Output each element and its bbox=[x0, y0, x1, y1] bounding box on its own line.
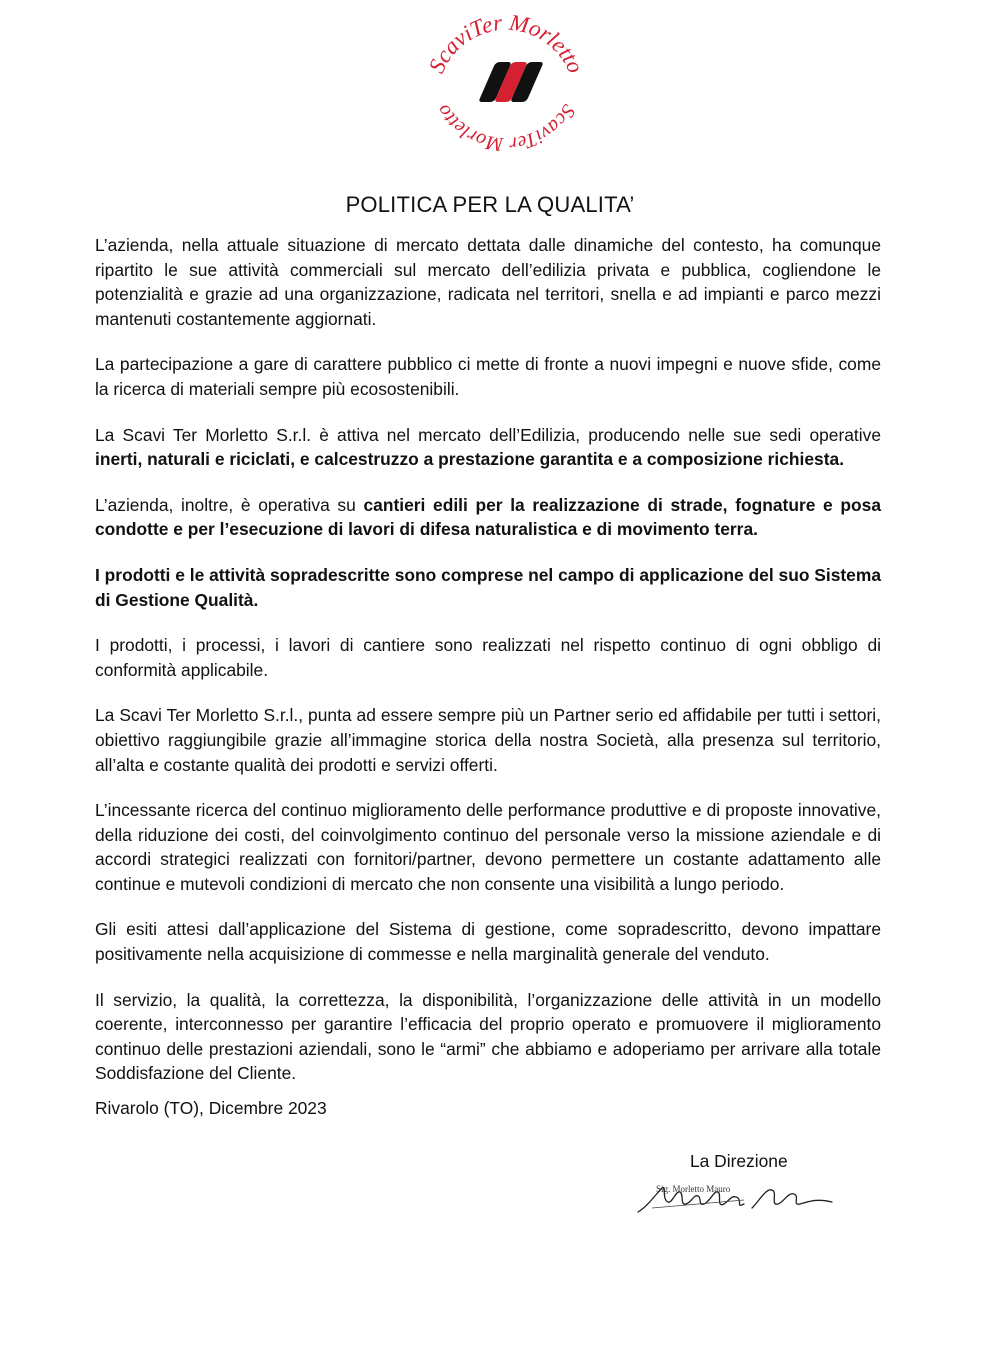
paragraph-4-text: L’azienda, inoltre, è operativa su bbox=[95, 494, 364, 515]
paragraph-10: Il servizio, la qualità, la correttezza, la disponibilità, l’organizzazione delle attività in un modello coerente, interconnesso per garantire l’efficacia del proprio operato e promuovere il miglioramento continuo delle prestazioni aziendali, sono le “armi” che abbiamo e adoperiamo per arrivare alla totale Soddisfazione del Cliente. bbox=[95, 989, 881, 1084]
document-title: POLITICA PER LA QUALITA’ bbox=[345, 192, 635, 217]
paragraph-4-bold: cantieri edili per la realizzazione di strade, fognature e posa condotte e per l’esecuzione di lavori di difesa naturalistica e di movimento terra. bbox=[95, 494, 881, 540]
paragraph-2: La partecipazione a gare di carattere pubblico ci mette di fronte a nuovi impegni e nuove sfide, come la ricerca di materiali sempre più ecosostenibili. bbox=[95, 354, 881, 399]
direction-label: La Direzione bbox=[690, 1151, 788, 1171]
paragraph-3 bbox=[95, 423, 881, 472]
paragraph-1: L’azienda, nella attuale situazione di mercato dettata dalle dinamiche del contesto, ha comunque ripartito le sue attività commerciali sul mercato dell’edilizia privata e pubblica, cogliendone le potenzialità e grazie ad una organizzazione, radicata nel territori, snella e ad impianti e parco mezzi mantenuti costantemente aggiornati. bbox=[95, 235, 881, 329]
paragraph-5: I prodotti e le attività sopradescritte sono comprese nel campo di applicazione del suo Sistema di Gestione Qualità. bbox=[95, 564, 881, 610]
signer-name: Sig. Morletto Mauro bbox=[656, 1184, 731, 1194]
paragraph-3-text: La Scavi Ter Morletto S.r.l. è attiva nel mercato dell’Edilizia, producendo nelle sue sedi operative bbox=[95, 424, 881, 445]
logo-text-bottom: ScaviTer Morletto bbox=[432, 100, 580, 156]
paragraph-3-bold: inerti, naturali e riciclati, e calcestruzzo a prestazione garantita e a composizione richiesta. bbox=[95, 449, 845, 470]
place-date: Rivarolo (TO), Dicembre 2023 bbox=[95, 1098, 327, 1119]
document-body bbox=[95, 233, 881, 1121]
paragraph-8: L’incessante ricerca del continuo miglioramento delle performance produttive e di proposte innovative, della riduzione dei costi, del coinvolgimento continuo del personale verso la missione aziendale e di accordi strategici realizzati con fornitori/partner, devono permettere un costante adattamento alle continue e mutevoli condizioni di mercato che non consente una visibilità a lungo periodo. bbox=[95, 800, 881, 894]
paragraph-4 bbox=[95, 493, 881, 542]
logo-text-top: ScaviTer Morletto bbox=[423, 9, 589, 77]
paragraph-9: Gli esiti attesi dall’applicazione del Sistema di gestione, come sopradescritto, devono impattare positivamente nella acquisizione di commesse e nella marginalità generale del venduto. bbox=[95, 919, 881, 965]
company-logo bbox=[422, 2, 590, 170]
handwritten-signature bbox=[632, 1178, 842, 1218]
svg-text:ScaviTer Morletto bbox=[432, 100, 580, 155]
paragraph-6: I prodotti, i processi, i lavori di cantiere sono realizzati nel rispetto continuo di ogni obbligo di conformità applicabile. bbox=[95, 635, 881, 680]
paragraph-7: La Scavi Ter Morletto S.r.l., punta ad essere sempre più un Partner serio ed affidabile per tutti i settori, obiettivo raggiungibile grazie all’immagine storica della nostra Società, alla presenza sul territorio, all’alta e costante qualità dei prodotti e servizi offerti. bbox=[95, 705, 881, 775]
logo-stripes-icon bbox=[479, 62, 542, 102]
